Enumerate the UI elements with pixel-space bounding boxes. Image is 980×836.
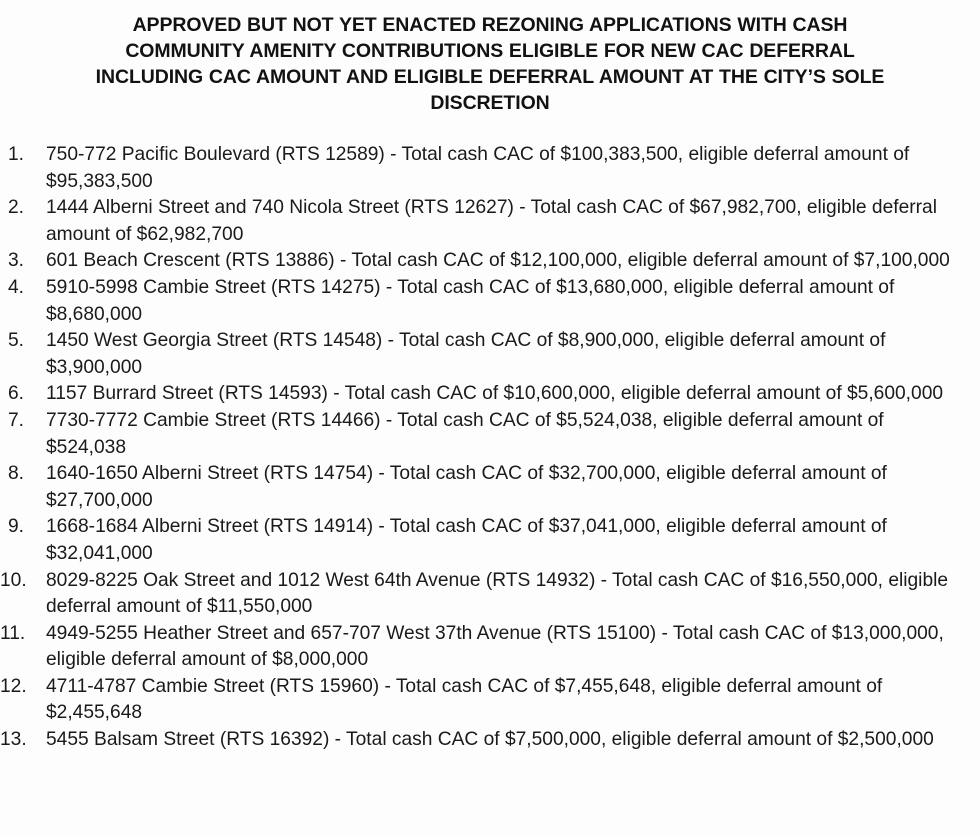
- page-title-line-4: DISCRETION: [430, 92, 550, 114]
- list-item: [0, 142, 980, 195]
- list-item-marker: 6.: [7, 383, 24, 405]
- list-item: [0, 674, 980, 727]
- list-item-text: 1640-1650 Alberni Street (RTS 14754) - Total cash CAC of $32,700,000, eligible deferral amount of $27,700,000: [46, 463, 887, 511]
- list-item: [0, 408, 980, 461]
- list-item-text: 5455 Balsam Street (RTS 16392) - Total cash CAC of $7,500,000, eligible deferral amount of $2,500,000: [46, 729, 934, 751]
- list-item-marker: 5.: [7, 330, 24, 352]
- list-item-text: 750-772 Pacific Boulevard (RTS 12589) - Total cash CAC of $100,383,500, eligible deferral amount of $95,383,500: [46, 144, 910, 192]
- list-item-text: 1668-1684 Alberni Street (RTS 14914) - Total cash CAC of $37,041,000, eligible deferral amount of $32,041,000: [46, 516, 887, 564]
- list-item-marker: 8.: [7, 463, 24, 485]
- list-item-text: 1450 West Georgia Street (RTS 14548) - Total cash CAC of $8,900,000, eligible deferral amount of $3,900,000: [46, 330, 886, 378]
- list-item: [0, 727, 980, 754]
- list-item-marker: 3.: [7, 250, 24, 272]
- list-item-text: 1157 Burrard Street (RTS 14593) - Total cash CAC of $10,600,000, eligible deferral amount of $5,600,000: [46, 383, 944, 405]
- list-item-marker: 11.: [0, 622, 26, 644]
- page-title-line-2: COMMUNITY AMENITY CONTRIBUTIONS ELIGIBLE FOR NEW CAC DEFERRAL: [125, 40, 855, 62]
- rezoning-applications-list: [0, 142, 980, 754]
- list-item-text: 601 Beach Crescent (RTS 13886) - Total cash CAC of $12,100,000, eligible deferral amount of $7,100,000: [46, 250, 950, 272]
- list-item: [0, 514, 980, 567]
- list-item-marker: 10.: [0, 569, 27, 591]
- list-item: [0, 328, 980, 381]
- list-item-marker: 2.: [7, 197, 24, 219]
- list-item-marker: 13.: [0, 729, 27, 751]
- list-item: [0, 461, 980, 514]
- page-title: [0, 0, 980, 116]
- list-item: [0, 248, 980, 275]
- list-item: [0, 381, 980, 408]
- list-item-text: 4711-4787 Cambie Street (RTS 15960) - Total cash CAC of $7,455,648, eligible deferral amount of $2,455,648: [46, 675, 883, 724]
- list-item: [0, 195, 980, 248]
- list-item-text: 7730-7772 Cambie Street (RTS 14466) - Total cash CAC of $5,524,038, eligible deferral amount of $524,038: [46, 409, 884, 458]
- list-item-text: 4949-5255 Heather Street and 657-707 West 37th Avenue (RTS 15100) - Total cash CAC of $13,000,000, eligible deferral amount of $8,000,000: [46, 622, 944, 671]
- list-item-marker: 7.: [7, 409, 24, 431]
- page-title-line-3: INCLUDING CAC AMOUNT AND ELIGIBLE DEFERRAL AMOUNT AT THE CITY’S SOLE: [95, 66, 885, 88]
- list-item-marker: 12.: [0, 675, 27, 697]
- list-item-marker: 9.: [7, 516, 24, 538]
- list-item-marker: 1.: [7, 144, 24, 165]
- page-title-line-1: APPROVED BUT NOT YET ENACTED REZONING APPLICATIONS WITH CASH: [132, 14, 848, 36]
- list-item: [0, 568, 980, 621]
- list-item-text: 1444 Alberni Street and 740 Nicola Street (RTS 12627) - Total cash CAC of $67,982,700, eligible deferral amount of $62,982,700: [46, 197, 937, 245]
- list-item: [0, 275, 980, 328]
- list-item-text: 5910-5998 Cambie Street (RTS 14275) - Total cash CAC of $13,680,000, eligible deferral amount of $8,680,000: [46, 276, 895, 325]
- list-item-marker: 4.: [7, 276, 24, 298]
- list-item-text: 8029-8225 Oak Street and 1012 West 64th Avenue (RTS 14932) - Total cash CAC of $16,550,000, eligible deferral amount of $11,550,000: [46, 569, 949, 618]
- list-item: [0, 621, 980, 674]
